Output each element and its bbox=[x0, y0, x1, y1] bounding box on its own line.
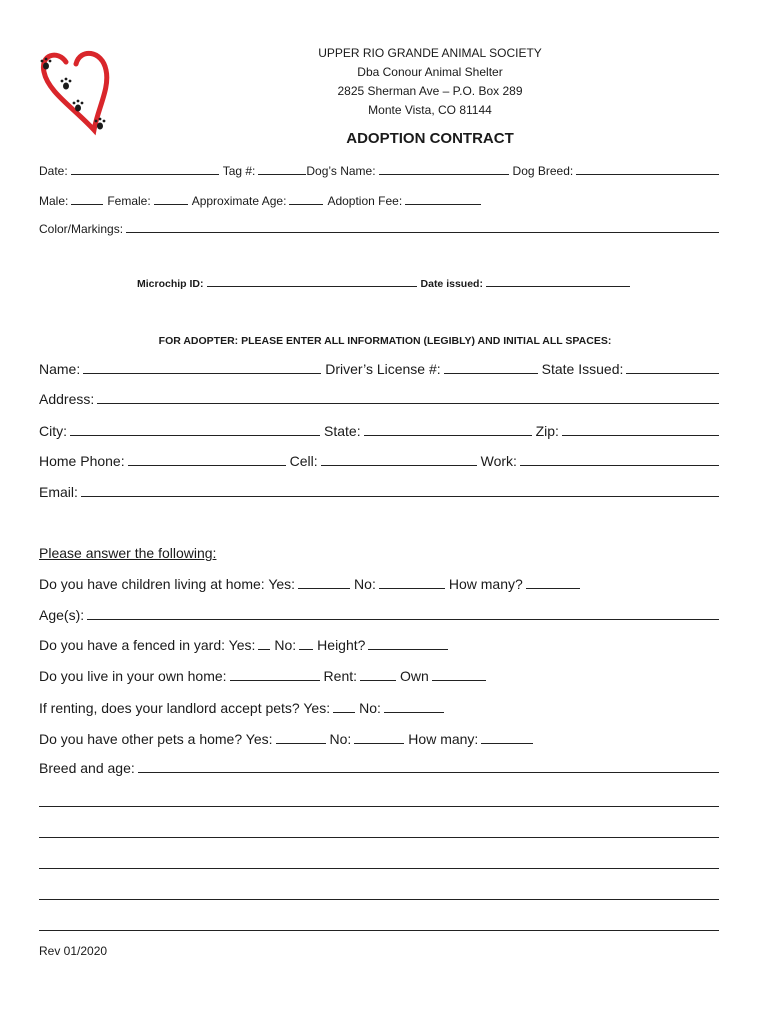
color-label: Color/Markings: bbox=[39, 222, 124, 236]
date-field[interactable] bbox=[71, 173, 219, 175]
age-label: Approximate Age: bbox=[191, 194, 287, 208]
revision-label: Rev 01/2020 bbox=[39, 944, 108, 958]
fenced-label: Do you have a fenced in yard: Yes: bbox=[39, 637, 256, 653]
home-phone-label: Home Phone: bbox=[39, 453, 125, 469]
adopter-row-email bbox=[39, 484, 719, 500]
license-field[interactable] bbox=[444, 372, 538, 374]
breed-age-line-6[interactable] bbox=[39, 930, 719, 931]
question-landlord bbox=[39, 700, 719, 716]
breed-age-label: Breed and age: bbox=[39, 760, 135, 776]
male-field[interactable] bbox=[71, 203, 103, 205]
question-breed-age bbox=[39, 760, 719, 776]
children-how-many-label: How many? bbox=[448, 576, 523, 592]
work-label: Work: bbox=[480, 453, 517, 469]
landlord-no-field[interactable] bbox=[384, 711, 444, 713]
color-field[interactable] bbox=[126, 231, 719, 233]
city-label: City: bbox=[39, 423, 67, 439]
license-label: Driver’s License #: bbox=[325, 361, 441, 377]
org-address: 2825 Sherman Ave – P.O. Box 289 bbox=[337, 84, 523, 98]
dog-name-field[interactable] bbox=[379, 173, 509, 175]
email-field[interactable] bbox=[81, 495, 719, 497]
address-label: Address: bbox=[39, 391, 95, 407]
children-how-many-field[interactable] bbox=[526, 587, 580, 589]
name-label: Name: bbox=[39, 361, 81, 377]
name-field[interactable] bbox=[83, 372, 321, 374]
landlord-yes-field[interactable] bbox=[333, 711, 355, 713]
landlord-no-label: No: bbox=[359, 700, 381, 716]
adopter-row-phone bbox=[39, 453, 719, 469]
male-label: Male: bbox=[39, 194, 69, 208]
question-fenced bbox=[39, 637, 719, 653]
org-city: Monte Vista, CO 81144 bbox=[368, 103, 492, 117]
other-pets-no-label: No: bbox=[329, 731, 352, 747]
other-pets-yes-field[interactable] bbox=[276, 742, 326, 744]
dog-breed-label: Dog Breed: bbox=[512, 164, 574, 178]
zip-label: Zip: bbox=[535, 423, 559, 439]
state-issued-field[interactable] bbox=[626, 372, 719, 374]
children-yes-field[interactable] bbox=[298, 587, 350, 589]
org-dba: Dba Conour Animal Shelter bbox=[357, 65, 503, 79]
dog-info-row-1 bbox=[39, 164, 719, 178]
breed-age-line-2[interactable] bbox=[39, 806, 719, 807]
own-field[interactable] bbox=[432, 679, 486, 681]
own-home-label: Do you live in your own home: bbox=[39, 668, 227, 684]
adopter-row-address bbox=[39, 391, 719, 407]
fenced-no-field[interactable] bbox=[299, 648, 313, 650]
work-field[interactable] bbox=[520, 464, 719, 466]
own-home-field[interactable] bbox=[230, 679, 320, 681]
female-label: Female: bbox=[107, 194, 151, 208]
adopter-row-city bbox=[39, 423, 719, 439]
rent-field[interactable] bbox=[360, 679, 396, 681]
state-label: State: bbox=[324, 423, 361, 439]
state-field[interactable] bbox=[364, 434, 532, 436]
ages-field[interactable] bbox=[87, 618, 719, 620]
children-no-label: No: bbox=[354, 576, 376, 592]
dog-info-row-2 bbox=[39, 194, 509, 208]
state-issued-label: State Issued: bbox=[541, 361, 624, 377]
fenced-yes-field[interactable] bbox=[258, 648, 270, 650]
ages-label: Age(s): bbox=[39, 607, 85, 623]
cell-field[interactable] bbox=[321, 464, 477, 466]
fenced-height-label: Height? bbox=[317, 637, 366, 653]
breed-age-line-3[interactable] bbox=[39, 837, 719, 838]
microchip-row bbox=[137, 278, 637, 290]
questions-heading-row bbox=[39, 545, 719, 561]
fee-field[interactable] bbox=[405, 203, 481, 205]
fenced-no-label: No: bbox=[274, 637, 297, 653]
address-field[interactable] bbox=[97, 402, 719, 404]
dog-breed-field[interactable] bbox=[576, 173, 719, 175]
tag-label: Tag #: bbox=[222, 164, 256, 178]
breed-age-line-5[interactable] bbox=[39, 899, 719, 900]
microchip-field[interactable] bbox=[207, 285, 417, 287]
date-label: Date: bbox=[39, 164, 68, 178]
fenced-height-field[interactable] bbox=[368, 648, 448, 650]
own-label: Own bbox=[400, 668, 429, 684]
children-no-field[interactable] bbox=[379, 587, 445, 589]
microchip-label: Microchip ID: bbox=[137, 278, 204, 290]
fee-label: Adoption Fee: bbox=[327, 194, 403, 208]
adopter-instructions: FOR ADOPTER: PLEASE ENTER ALL INFORMATION (LEGIBLY) AND INITIAL ALL SPACES: bbox=[158, 335, 612, 347]
rent-label: Rent: bbox=[323, 668, 358, 684]
dog-info-row-3 bbox=[39, 222, 719, 236]
dog-name-label: Dog’s Name: bbox=[306, 164, 376, 178]
other-pets-label: Do you have other pets a home? Yes: bbox=[39, 731, 273, 747]
page-title: ADOPTION CONTRACT bbox=[346, 130, 514, 147]
tag-field[interactable] bbox=[258, 173, 306, 175]
question-ages bbox=[39, 607, 719, 623]
date-issued-label: Date issued: bbox=[420, 278, 483, 290]
question-other-pets bbox=[39, 731, 719, 747]
questions-heading: Please answer the following: bbox=[39, 545, 217, 561]
question-own-home bbox=[39, 668, 719, 684]
other-pets-how-many-label: How many: bbox=[408, 731, 479, 747]
children-label: Do you have children living at home: Yes: bbox=[39, 576, 296, 592]
cell-label: Cell: bbox=[289, 453, 318, 469]
landlord-label: If renting, does your landlord accept pets? Yes: bbox=[39, 700, 331, 716]
age-field[interactable] bbox=[289, 203, 323, 205]
other-pets-how-many-field[interactable] bbox=[481, 742, 533, 744]
email-label: Email: bbox=[39, 484, 78, 500]
date-issued-field[interactable] bbox=[486, 285, 630, 287]
question-children bbox=[39, 576, 719, 592]
adopter-row-name bbox=[39, 361, 719, 377]
org-name: UPPER RIO GRANDE ANIMAL SOCIETY bbox=[318, 46, 542, 60]
breed-age-field[interactable] bbox=[138, 771, 719, 773]
zip-field[interactable] bbox=[562, 434, 719, 436]
home-phone-field[interactable] bbox=[128, 464, 286, 466]
other-pets-no-field[interactable] bbox=[354, 742, 404, 744]
org-header bbox=[230, 44, 630, 120]
city-field[interactable] bbox=[70, 434, 320, 436]
female-field[interactable] bbox=[154, 203, 188, 205]
heart-paw-logo bbox=[36, 48, 112, 136]
breed-age-line-4[interactable] bbox=[39, 868, 719, 869]
